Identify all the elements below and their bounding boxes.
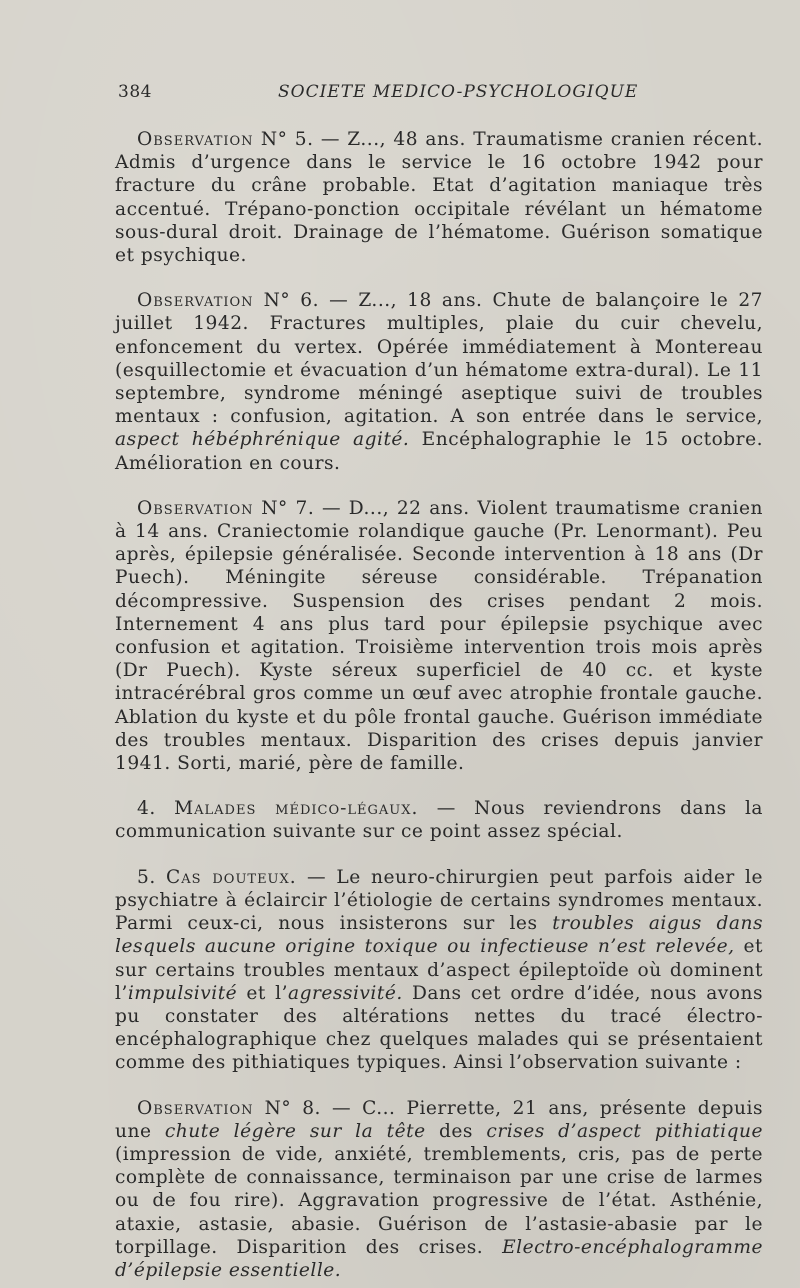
- observation-text: N° 6. — Z..., 18 ans. Chute de balançoire le 27 juillet 1942. Fractures multiples, plaie du cuir chevelu, enfoncement du vertex. Opérée immédiatement à Montereau (esquillectomie et évacuation d’un hématome extra-dural). Le 11 septembre, syndrome méningé aseptique suivi de troubles mentaux : confusion, agitation. A son entrée dans le service,: [115, 290, 763, 428]
- observation-6: [115, 289, 763, 475]
- running-title: SOCIETE MEDICO-PSYCHOLOGIQUE: [278, 82, 639, 102]
- page-number: 384: [118, 82, 152, 102]
- observation-italic: crises d’aspect pithiatique: [486, 1120, 763, 1142]
- section-label: Cas douteux.: [166, 866, 297, 888]
- page-header: [118, 82, 678, 110]
- section-label: Malades médico-légaux.: [174, 798, 419, 820]
- observation-text: N° 5. — Z..., 48 ans. Traumatisme cranien récent. Admis d’urgence dans le service le 16 octobre 1942 pour fracture du crâne probable. Etat d’agitation maniaque très accentué. Trépano-ponction occipitale révélant un hématome sous-dural droit. Drainage de l’hématome. Guérison somatique et psychique.: [115, 129, 763, 267]
- observation-7: [115, 497, 763, 775]
- observation-text: Encéphalographie le 15 octobre. Amélioration en cours.: [115, 429, 763, 474]
- observation-text: des: [425, 1120, 487, 1142]
- section-text: et l’: [237, 982, 288, 1004]
- section-text: et sur certains troubles mentaux d’aspect épileptoïde où dominent l’: [115, 936, 763, 1004]
- section-text: — Nous reviendrons dans la communication suivante sur ce point assez spécial.: [115, 798, 763, 843]
- section-italic: impulsivité: [127, 982, 238, 1004]
- observation-label: Observation: [137, 290, 254, 312]
- observation-8: [115, 1097, 763, 1283]
- section-text: Dans cet ordre d’idée, nous avons pu constater des altérations nettes du tracé électro-encéphalographique chez quelques malades qui se présentaient comme des pithiatiques typiques. Ainsi l’observation suivante :: [115, 982, 764, 1074]
- observation-5: [115, 128, 763, 267]
- section-number: 4.: [137, 798, 175, 820]
- section-number: 5.: [137, 866, 167, 888]
- section-italic: troubles aigus dans lesquels aucune origine toxique ou infectieuse n’est relevée,: [115, 913, 763, 958]
- body-text: [115, 128, 763, 1282]
- observation-italic: Electro-encéphalogramme d’épilepsie essentielle.: [115, 1236, 763, 1281]
- observation-text: N° 7. — D..., 22 ans. Violent traumatisme cranien à 14 ans. Craniectomie rolandique gauche (Pr. Lenormant). Peu après, épilepsie généralisée. Seconde intervention à 18 ans (Dr Puech). Méningite séreuse considérable. Trépanation décompressive. Suspension des crises pendant 2 mois. Internement 4 ans plus tard pour épilepsie psychique avec confusion et agitation. Troisième intervention trois mois après (Dr Puech). Kyste séreux superficiel de 40 cc. et kyste intracérébral gros comme un œuf avec atrophie frontale gauche. Ablation du kyste et du pôle frontal gauche. Guérison immédiate des troubles mentaux. Disparition des crises depuis janvier 1941. Sorti, marié, père de famille.: [115, 497, 763, 775]
- observation-label: Observation: [137, 497, 254, 519]
- observation-label: Observation: [137, 1097, 254, 1119]
- observation-italic: aspect hébéphrénique agité.: [115, 429, 410, 451]
- observation-text: (impression de vide, anxiété, tremblements, cris, pas de perte complète de connaissance, terminaison par une crise de larmes ou de fou rire). Aggravation progressive de l’état. Asthénie, ataxie, astasie, abasie. Guérison de l’astasie-abasie par le torpillage. Disparition des crises.: [115, 1143, 763, 1258]
- section-4: [115, 797, 763, 843]
- observation-text: N° 8. — C... Pierrette, 21 ans, présente depuis une: [115, 1097, 763, 1142]
- section-text: — Le neuro-chirurgien peut parfois aider le psychiatre à éclaircir l’étiologie de certains syndromes mentaux. Parmi ceux-ci, nous insisterons sur les: [115, 866, 764, 935]
- observation-italic: chute légère sur la tête: [164, 1120, 426, 1142]
- observation-label: Observation: [137, 129, 254, 150]
- section-5: [115, 866, 763, 1075]
- section-italic: agressivité.: [288, 982, 403, 1004]
